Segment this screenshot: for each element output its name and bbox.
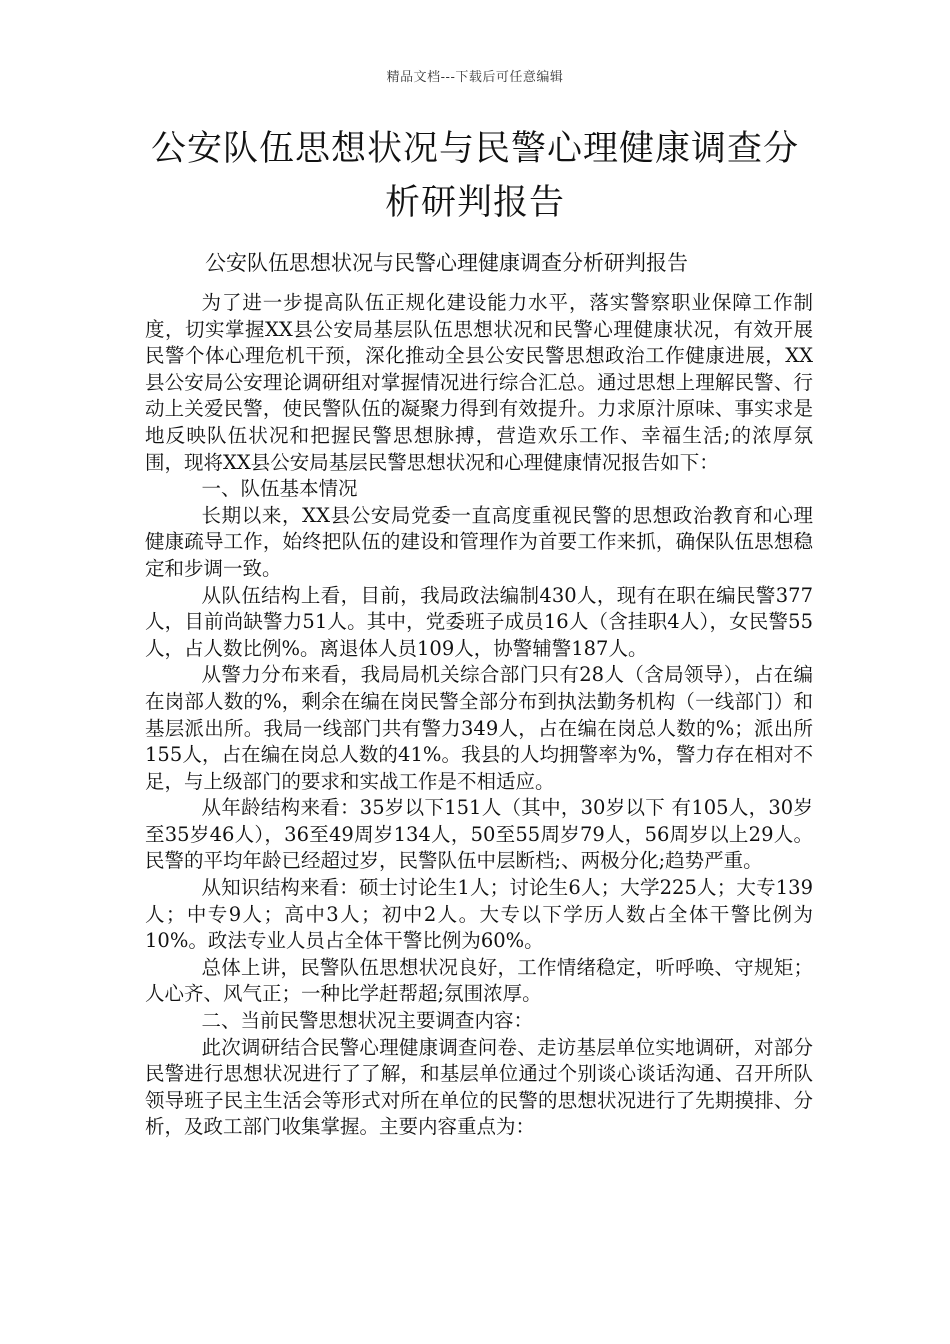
paragraph-distribution: 从警力分布来看，我局局机关综合部门只有28人（含局领导），占在编在岗部人数的%，剩余在编在岗民警全部分布到执法勤务机构（一线部门）和基层派出所。我局一线部门共有警力349人，占在编在岗总人数的%；派出所155人，占在编在岗总人数的41%。我县的人均拥警率为%，警力存在相对不足，与上级部门的要求和实战工作是不相适应。 xyxy=(145,663,813,793)
section-heading-2: 二、当前民警思想状况主要调查内容： xyxy=(201,1009,534,1033)
document-title: 公安队伍思想状况与民警心理健康调查分析研判报告 xyxy=(150,129,799,223)
section-heading-1: 一、队伍基本情况 xyxy=(201,477,358,501)
paragraph-structure: 从队伍结构上看，目前，我局政法编制430人，现有在职在编民警377人，目前尚缺警力51人。其中，党委班子成员16人（含挂职4人），女民警55人，占人数比例%。离退体人员109人，协警辅警187人。 xyxy=(145,583,813,660)
paragraph-education: 从知识结构来看：硕士讨论生1人；讨论生6人；大学225人；大专139人；中专9人；高中3人；初中2人。大专以下学历人数占全体干警比例为10%。政法专业人员占全体干警比例为60%。 xyxy=(145,876,813,953)
paragraph-summary: 总体上讲，民警队伍思想状况良好，工作情绪稳定，听呼唤、守规矩；人心齐、风气正；一种比学赶帮超;氛围浓厚。 xyxy=(145,955,813,1006)
paragraph-overview: 长期以来，XX县公安局党委一直高度重视民警的思想政治教育和心理健康疏导工作，始终把队伍的建设和管理作为首要工作来抓，确保队伍思想稳定和步调一致。 xyxy=(145,503,813,580)
header-note: 精品文档---下载后可任意编辑 xyxy=(386,70,564,85)
paragraph-intro: 为了进一步提高队伍正规化建设能力水平，落实警察职业保障工作制度，切实掌握XX县公安局基层队伍思想状况和民警心理健康状况，有效开展民警个体心理危机干预，深化推动全县公安民警思想政治工作健康进展，XX县公安局公安理论调研组对掌握情况进行综合汇总。通过思想上理解民警、行动上关爱民警，使民警队伍的凝聚力得到有效提升。力求原汁原味、事实求是地反映队伍状况和把握民警思想脉搏，营造欢乐工作、幸福生活;的浓厚氛围，现将XX县公安局基层民警思想状况和心理健康情况报告如下： xyxy=(145,291,813,474)
document-subtitle: 公安队伍思想状况与民警心理健康调查分析研判报告 xyxy=(205,251,688,275)
paragraph-age: 从年龄结构来看：35岁以下151人（其中，30岁以下 有105人，30岁至35岁46人），36至49周岁134人，50至55周岁79人，56周岁以上29人。民警的平均年龄已经超过岁，民警队伍中层断档;、两极分化;趋势严重。 xyxy=(145,796,813,873)
document-body xyxy=(145,290,813,1141)
paragraph-survey: 此次调研结合民警心理健康调查问卷、走访基层单位实地调研，对部分民警进行思想状况进行了了解，和基层单位通过个别谈心谈话沟通、召开所队领导班子民主生活会等形式对所在单位的民警的思想状况进行了先期摸排、分析，及政工部门收集掌握。主要内容重点为： xyxy=(145,1035,813,1139)
